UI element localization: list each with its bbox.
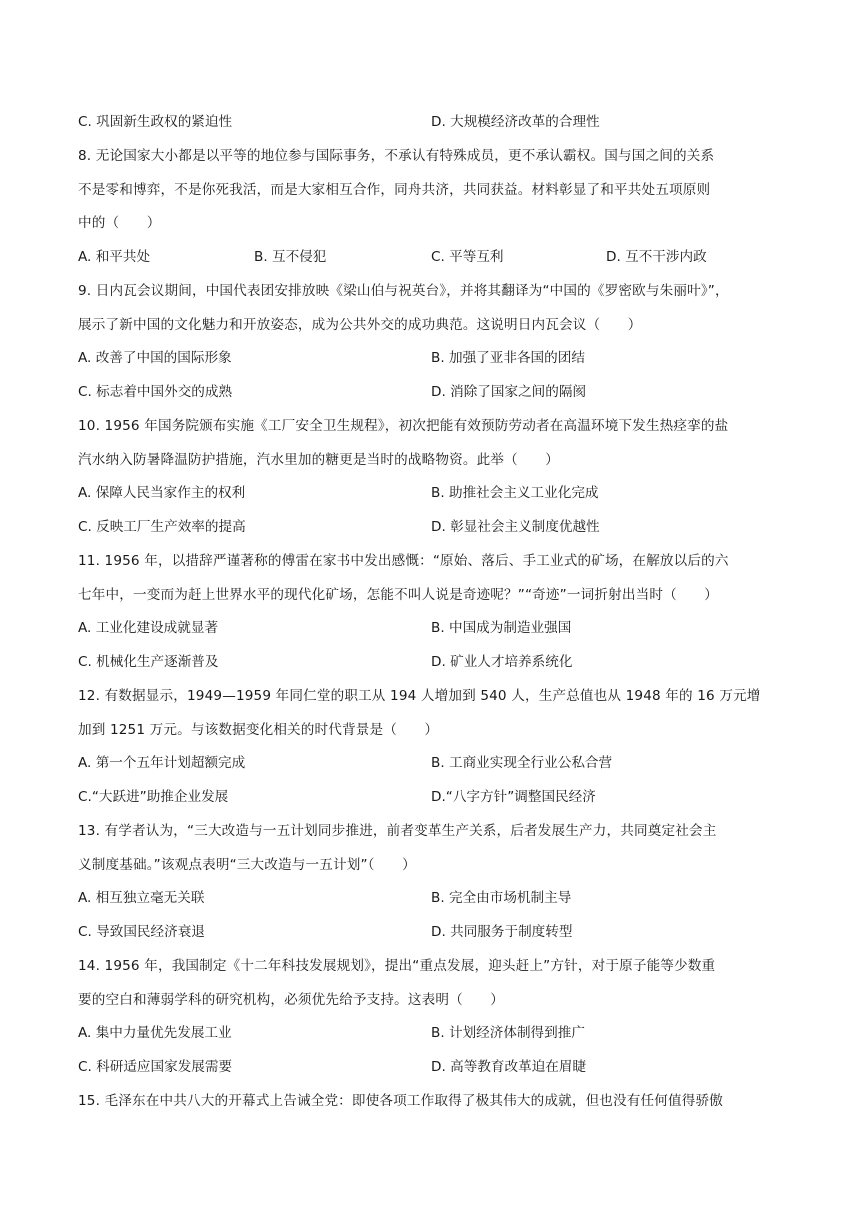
option-d: D. 大规模经济改革的合理性	[431, 114, 600, 130]
option-c: C. 标志着中国外交的成熟	[78, 384, 233, 400]
option-d: D. 共同服务于制度转型	[431, 924, 573, 940]
option-b: B. 工商业实现全行业公私合营	[431, 755, 613, 771]
option-b: B. 助推社会主义工业化完成	[431, 485, 599, 501]
question-13-line-1: 13. 有学者认为，“三大改造与一五计划同步推进，前者变革生产关系，后者发展生产力，共同奠定社会主	[78, 823, 717, 839]
option-c: C. 机械化生产逐渐普及	[78, 654, 219, 670]
option-c: C. 反映工厂生产效率的提高	[78, 519, 246, 535]
option-a: A. 和平共处	[78, 249, 151, 265]
option-b: B. 计划经济体制得到推广	[431, 1025, 585, 1041]
option-b: B. 完全由市场机制主导	[431, 890, 572, 906]
option-a: A. 保障人民当家作主的权利	[78, 485, 246, 501]
question-10-line-1: 10. 1956 年国务院颁布实施《工厂安全卫生规程》，初次把能有效预防劳动者在高温环境下发生热痉挛的盐	[78, 418, 729, 434]
option-a: A. 集中力量优先发展工业	[78, 1025, 232, 1041]
question-11-line-2: 七年中，一变而为赶上世界水平的现代化矿场，怎能不叫人说是奇迹呢？”“奇迹”一词折射出当时（ ）	[78, 587, 719, 603]
question-8-line-1: 8. 无论国家大小都是以平等的地位参与国际事务，不承认有特殊成员，更不承认霸权。国与国之间的关系	[78, 148, 715, 164]
question-9-line-1: 9. 日内瓦会议期间，中国代表团安排放映《梁山伯与祝英台》，并将其翻译为“中国的《罗密欧与朱丽叶》”，	[78, 283, 729, 299]
option-a: A. 第一个五年计划超额完成	[78, 755, 246, 771]
option-c: C. 巩固新生政权的紧迫性	[78, 114, 233, 130]
option-a: A. 相互独立毫无关联	[78, 890, 205, 906]
question-8-line-3: 中的（ ）	[78, 215, 161, 231]
question-12-line-2: 加到 1251 万元。与该数据变化相关的时代背景是（ ）	[78, 722, 439, 738]
option-d: D.“八字方针”调整国民经济	[431, 789, 596, 805]
option-b: B. 中国成为制造业强国	[431, 620, 572, 636]
option-c: C. 导致国民经济衰退	[78, 924, 205, 940]
option-b: B. 加强了亚非各国的团结	[431, 350, 585, 366]
question-14-line-2: 要的空白和薄弱学科的研究机构，必须优先给予支持。这表明（ ）	[78, 992, 505, 1008]
option-d: D. 消除了国家之间的隔阂	[431, 384, 587, 400]
question-13-line-2: 义制度基础。”该观点表明“三大改造与一五计划”（ ）	[78, 857, 416, 873]
option-a: A. 工业化建设成就显著	[78, 620, 219, 636]
option-c: C. 科研适应国家发展需要	[78, 1059, 233, 1075]
question-11-line-1: 11. 1956 年，以措辞严谨著称的傅雷在家书中发出感慨：“原始、落后、手工业式的矿场，在解放以后的六	[78, 553, 729, 569]
option-a: A. 改善了中国的国际形象	[78, 350, 232, 366]
option-d: D. 高等教育改革迫在眉睫	[431, 1059, 587, 1075]
question-9-line-2: 展示了新中国的文化魅力和开放姿态，成为公共外交的成功典范。这说明日内瓦会议（ ）	[78, 317, 642, 333]
option-d: D. 彰显社会主义制度优越性	[431, 519, 600, 535]
option-c: C. 平等互利	[431, 249, 504, 265]
question-10-line-2: 汽水纳入防暑降温防护措施，汽水里加的糖更是当时的战略物资。此举（ ）	[78, 452, 560, 468]
question-12-line-1: 12. 有数据显示，1949—1959 年同仁堂的职工从 194 人增加到 540 人，生产总值也从 1948 年的 16 万元增	[78, 688, 761, 704]
question-15-line-1: 15. 毛泽东在中共八大的开幕式上告诫全党：即使各项工作取得了极其伟大的成就，但也没有任何值得骄傲	[78, 1093, 724, 1109]
question-8-line-2: 不是零和博弈，不是你死我活，而是大家相互合作，同舟共济，共同获益。材料彰显了和平共处五项原则	[78, 182, 711, 198]
option-b: B. 互不侵犯	[254, 249, 327, 265]
option-d: D. 互不干涉内政	[606, 249, 707, 265]
question-14-line-1: 14. 1956 年，我国制定《十二年科技发展规划》，提出“重点发展，迎头赶上”方针，对于原子能等少数重	[78, 958, 716, 974]
option-c: C.“大跃进”助推企业发展	[78, 789, 229, 805]
option-d: D. 矿业人才培养系统化	[431, 654, 573, 670]
